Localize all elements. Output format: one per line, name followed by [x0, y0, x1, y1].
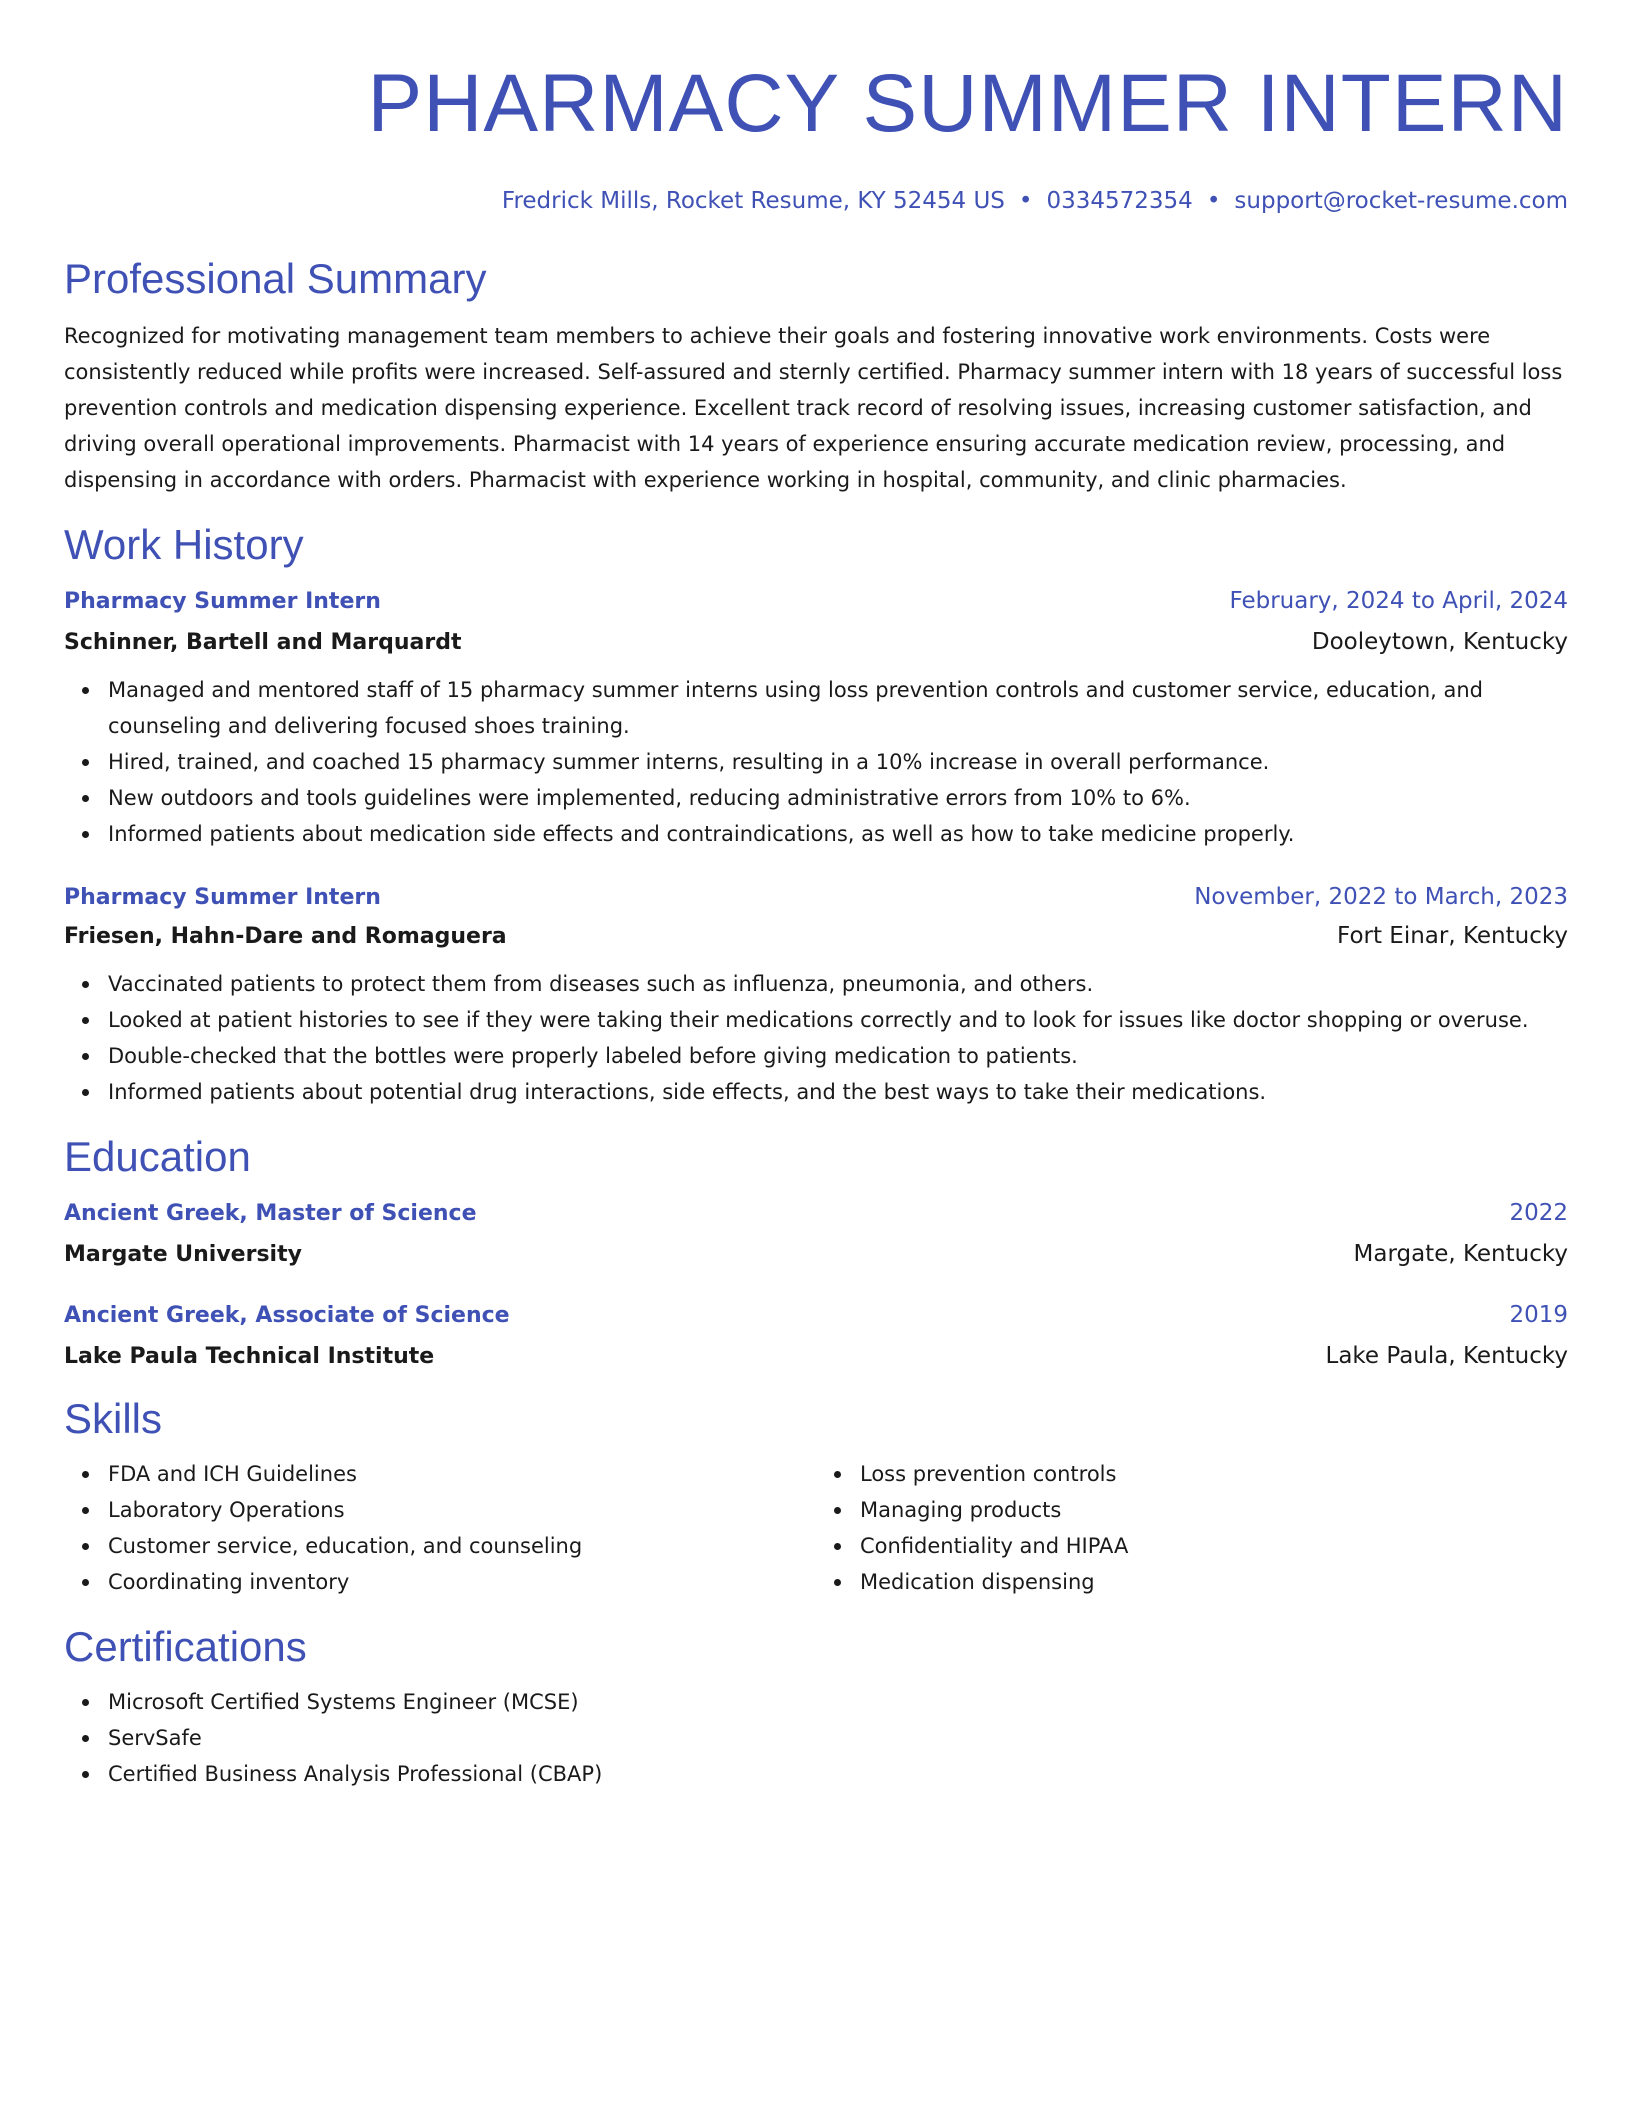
education-entry	[64, 1198, 1568, 1270]
education-school: Margate University	[64, 1242, 302, 1267]
resume-header	[64, 56, 1568, 216]
job-location: Fort Einar, Kentucky	[1337, 923, 1568, 949]
job-bullets	[64, 672, 1568, 852]
education-year: 2022	[1509, 1200, 1568, 1226]
education-year: 2019	[1509, 1302, 1568, 1328]
job-company: Friesen, Hahn-Dare and Romaguera	[64, 924, 507, 949]
list-item: FDA and ICH Guidelines	[108, 1456, 816, 1492]
contact-email[interactable]: support@rocket-resume.com	[1234, 188, 1568, 214]
education-school: Lake Paula Technical Institute	[64, 1344, 435, 1369]
section-heading: Education	[64, 1133, 251, 1180]
work-section	[64, 520, 1568, 1110]
job-title: Pharmacy Summer Intern	[64, 589, 381, 614]
education-entry	[64, 1300, 1568, 1372]
job-bullets	[64, 966, 1568, 1110]
contact-separator: •	[1206, 188, 1221, 214]
skills-section	[64, 1394, 1568, 1600]
list-item: Managed and mentored staff of 15 pharmacy summer interns using loss prevention controls and customer service, education, and counseling and delivering focused shoes training.	[108, 672, 1568, 744]
list-item: New outdoors and tools guidelines were implemented, reducing administrative errors from 10% to 6%.	[108, 780, 1568, 816]
list-item: Certified Business Analysis Professional (CBAP)	[108, 1756, 1568, 1792]
list-item: Double-checked that the bottles were properly labeled before giving medication to patients.	[108, 1038, 1568, 1074]
education-degree: Ancient Greek, Master of Science	[64, 1201, 477, 1226]
education-school-row	[64, 1239, 1568, 1270]
job-company: Schinner, Bartell and Marquardt	[64, 630, 462, 655]
skills-list-left	[64, 1456, 816, 1600]
list-item: Loss prevention controls	[860, 1456, 1568, 1492]
job-company-row	[64, 627, 1568, 658]
list-item: Microsoft Certified Systems Engineer (MCSE)	[108, 1684, 1568, 1720]
list-item: Informed patients about potential drug interactions, side effects, and the best ways to take their medications.	[108, 1074, 1568, 1110]
contact-separator: •	[1018, 188, 1033, 214]
education-header-row	[64, 1198, 1568, 1229]
job-dates: February, 2024 to April, 2024	[1229, 588, 1568, 614]
contact-address: Fredrick Mills, Rocket Resume, KY 52454 US	[501, 188, 1005, 214]
list-item: Managing products	[860, 1492, 1568, 1528]
list-item: Informed patients about medication side effects and contraindications, as well as how to take medicine properly.	[108, 816, 1568, 852]
skills-list-right	[816, 1456, 1568, 1600]
list-item: Hired, trained, and coached 15 pharmacy summer interns, resulting in a 10% increase in overall performance.	[108, 744, 1568, 780]
section-heading: Professional Summary	[64, 255, 487, 302]
list-item: Laboratory Operations	[108, 1492, 816, 1528]
section-heading: Work History	[64, 521, 304, 568]
education-section	[64, 1132, 1568, 1372]
job-entry	[64, 882, 1568, 1110]
education-location: Margate, Kentucky	[1353, 1241, 1568, 1267]
resume-title: PHARMACY SUMMER INTERN	[367, 58, 1568, 149]
education-location: Lake Paula, Kentucky	[1325, 1343, 1568, 1369]
skills-grid	[64, 1456, 1568, 1600]
section-heading: Certifications	[64, 1623, 307, 1670]
list-item: Medication dispensing	[860, 1564, 1568, 1600]
job-header-row	[64, 586, 1568, 617]
certifications-list	[64, 1684, 1568, 1792]
certifications-section	[64, 1622, 1568, 1792]
contact-line	[64, 186, 1568, 216]
list-item: Vaccinated patients to protect them from diseases such as influenza, pneumonia, and others.	[108, 966, 1568, 1002]
job-header-row	[64, 882, 1568, 913]
list-item: Confidentiality and HIPAA	[860, 1528, 1568, 1564]
summary-section	[64, 254, 1568, 498]
list-item: ServSafe	[108, 1720, 1568, 1756]
list-item: Coordinating inventory	[108, 1564, 816, 1600]
job-title: Pharmacy Summer Intern	[64, 885, 381, 910]
job-company-row	[64, 921, 1568, 952]
contact-phone: 0334572354	[1046, 188, 1193, 214]
education-degree: Ancient Greek, Associate of Science	[64, 1303, 510, 1328]
summary-text: Recognized for motivating management team members to achieve their goals and fostering innovative work environments. Costs were consistently reduced while profits were increased. Self-assured and sternly certified. Pharmacy summer intern with 18 years of successful loss prevention controls and medication dispensing experience. Excellent track record of resolving issues, increasing customer satisfaction, and driving overall operational improvements. Pharmacist with 14 years of experience ensuring accurate medication review, processing, and dispensing in accordance with orders. Pharmacist with experience working in hospital, community, and clinic pharmacies.	[64, 324, 1563, 492]
job-dates: November, 2022 to March, 2023	[1194, 884, 1568, 910]
education-school-row	[64, 1341, 1568, 1372]
job-location: Dooleytown, Kentucky	[1311, 629, 1568, 655]
list-item: Looked at patient histories to see if they were taking their medications correctly and to look for issues like doctor shopping or overuse.	[108, 1002, 1568, 1038]
section-heading: Skills	[64, 1395, 163, 1442]
job-entry	[64, 586, 1568, 852]
education-header-row	[64, 1300, 1568, 1331]
list-item: Customer service, education, and counseling	[108, 1528, 816, 1564]
